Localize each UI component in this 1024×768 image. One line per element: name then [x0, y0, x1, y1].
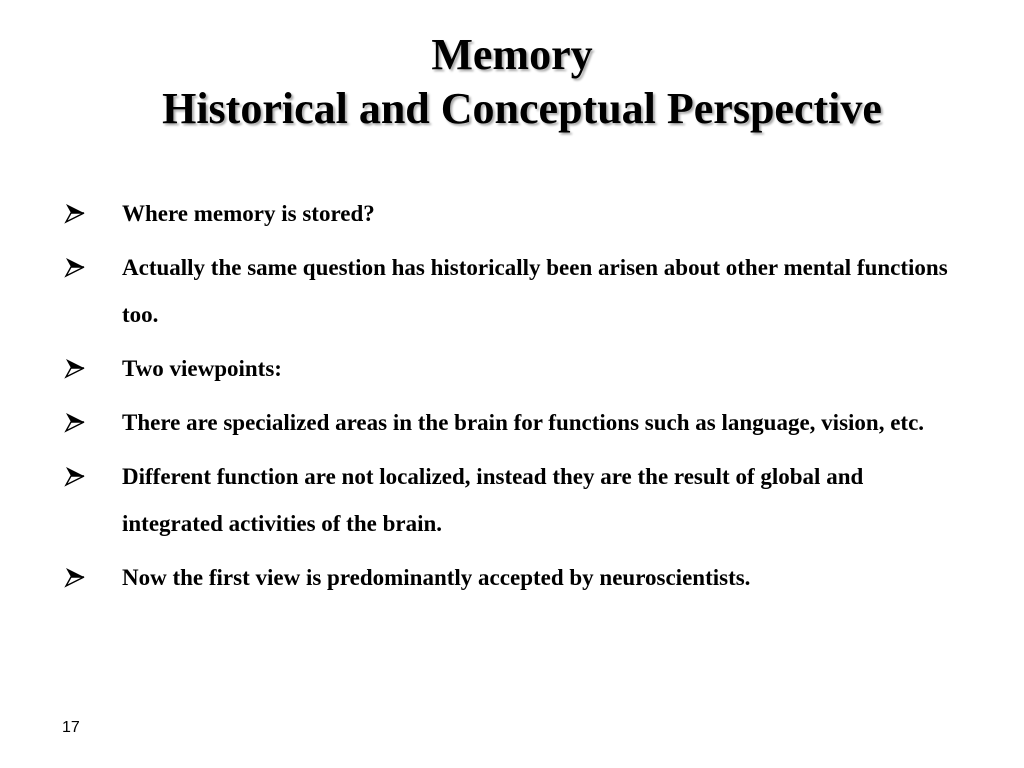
bullet-text: Now the first view is predominantly accepted by neuroscientists.	[122, 565, 751, 590]
title-line-subtitle: Historical and Conceptual Perspective	[162, 84, 882, 133]
arrow-bullet-icon	[64, 465, 86, 487]
bullet-item	[64, 399, 964, 446]
bullet-list	[64, 190, 964, 608]
bullet-text: There are specialized areas in the brain for functions such as language, vision, etc.	[122, 410, 925, 435]
bullet-text: Where memory is stored?	[122, 201, 375, 226]
arrow-bullet-icon	[64, 411, 86, 433]
bullet-item	[64, 453, 964, 547]
bullet-item	[64, 244, 964, 338]
arrow-bullet-icon	[64, 357, 86, 379]
bullet-text: Different function are not localized, instead they are the result of global and integrated activities of the brain.	[122, 464, 864, 536]
arrow-bullet-icon	[64, 566, 86, 588]
bullet-item	[64, 554, 964, 601]
title-line-memory: Memory	[431, 30, 593, 79]
bullet-text: Two viewpoints:	[122, 356, 282, 381]
arrow-bullet-icon	[64, 256, 86, 278]
arrow-bullet-icon	[64, 202, 86, 224]
bullet-item	[64, 190, 964, 237]
bullet-text: Actually the same question has historically been arisen about other mental functions too.	[122, 255, 948, 327]
page-number: 17	[62, 719, 80, 736]
slide-title	[0, 28, 1024, 136]
bullet-item	[64, 345, 964, 392]
